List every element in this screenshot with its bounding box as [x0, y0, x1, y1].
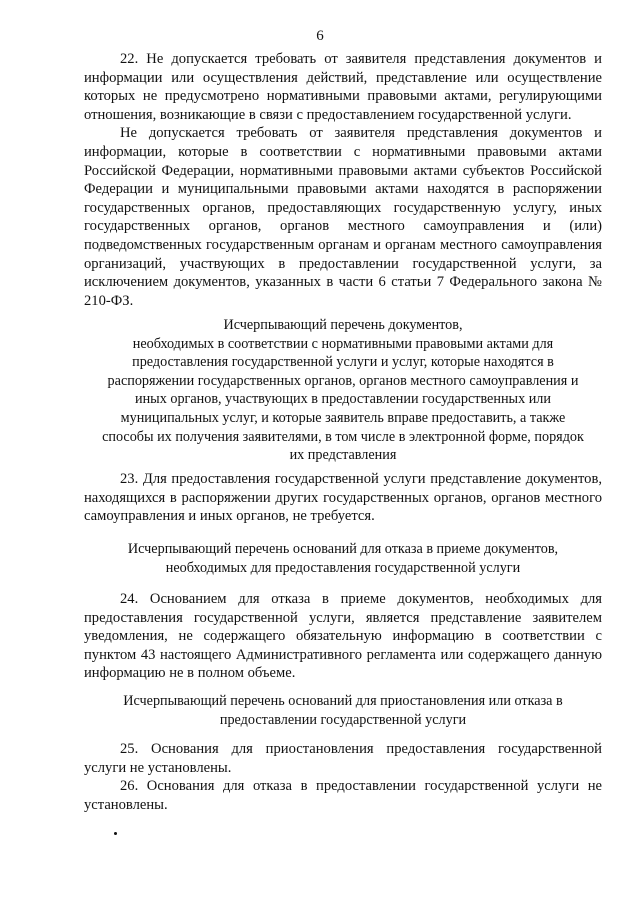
heading-refusal-acceptance	[84, 540, 602, 577]
heading-line: муниципальных услуг, и которые заявитель вправе предоставить, а также	[120, 409, 566, 426]
heading-suspension-refusal	[84, 692, 602, 729]
section-23	[84, 470, 602, 526]
scan-mark	[114, 832, 117, 835]
paragraph-24: 24. Основанием для отказа в приеме документов, необходимых для предоставления государственной услуги, является представление заявителем уведомления, не содержащего обязательную информацию в соответствии с пунктом 43 настоящего Административного регламента или содержащего данную информацию не в полном объеме.	[84, 591, 602, 682]
heading-line: предоставления государственной услуги и услуг, которые находятся в	[132, 354, 554, 371]
paragraph-26: 26. Основания для отказа в предоставлении государственной услуги не установлены.	[84, 778, 602, 813]
heading-line: Исчерпывающий перечень оснований для приостановления или отказа в	[123, 693, 563, 709]
page-number: 6	[316, 28, 324, 44]
heading-line: Исчерпывающий перечень документов,	[223, 317, 463, 333]
section-24	[84, 590, 602, 683]
heading-line: их представления	[289, 447, 397, 464]
heading-line: Исчерпывающий перечень оснований для отказа в приеме документов,	[127, 541, 559, 557]
heading-line: способы их получения заявителями, в том числе в электронной форме, порядок	[102, 428, 584, 445]
section-25-26	[84, 740, 602, 814]
heading-documents-list	[84, 316, 602, 465]
section-22	[84, 50, 602, 310]
heading-line: необходимых в соответствии с нормативными правовыми актами для	[132, 335, 554, 352]
paragraph-22: 22. Не допускается требовать от заявителя представления документов и информации или осуществления действий, представление или осуществление которых не предусмотрено нормативными правовыми актами, регулирующими отношения, возникающие в связи с предоставлением государственной услуги.	[84, 51, 602, 123]
heading-line: иных органов, участвующих в предоставлении государственных или	[135, 391, 551, 408]
heading-line: предоставлении государственной услуги	[219, 711, 467, 728]
paragraph-22-continued: Не допускается требовать от заявителя представления документов и информации, которые в соответствии с нормативными правовыми актами Российской Федерации, нормативными правовыми актами субъектов Российской Федерации и муниципальными правовыми актами находятся в распоряжении государственных органов, предоставляющих государственную услугу, иных государственных органов, органов местного самоуправления и (или) подведомственных государственным органам и органам местного самоуправления организаций, участвующих в предоставлении государственной услуги, за исключением документов, указанных в части 6 статьи 7 Федерального закона № 210-ФЗ.	[84, 125, 602, 309]
paragraph-25: 25. Основания для приостановления предоставления государственной услуги не установлены.	[84, 741, 602, 776]
heading-line: распоряжении государственных органов, органов местного самоуправления и	[107, 372, 579, 389]
heading-line: необходимых для предоставления государственной услуги	[165, 559, 521, 576]
paragraph-23: 23. Для предоставления государственной услуги представление документов, находящихся в распоряжении других государственных органов, органов местного самоуправления и иных органов, не требуется.	[84, 471, 602, 525]
